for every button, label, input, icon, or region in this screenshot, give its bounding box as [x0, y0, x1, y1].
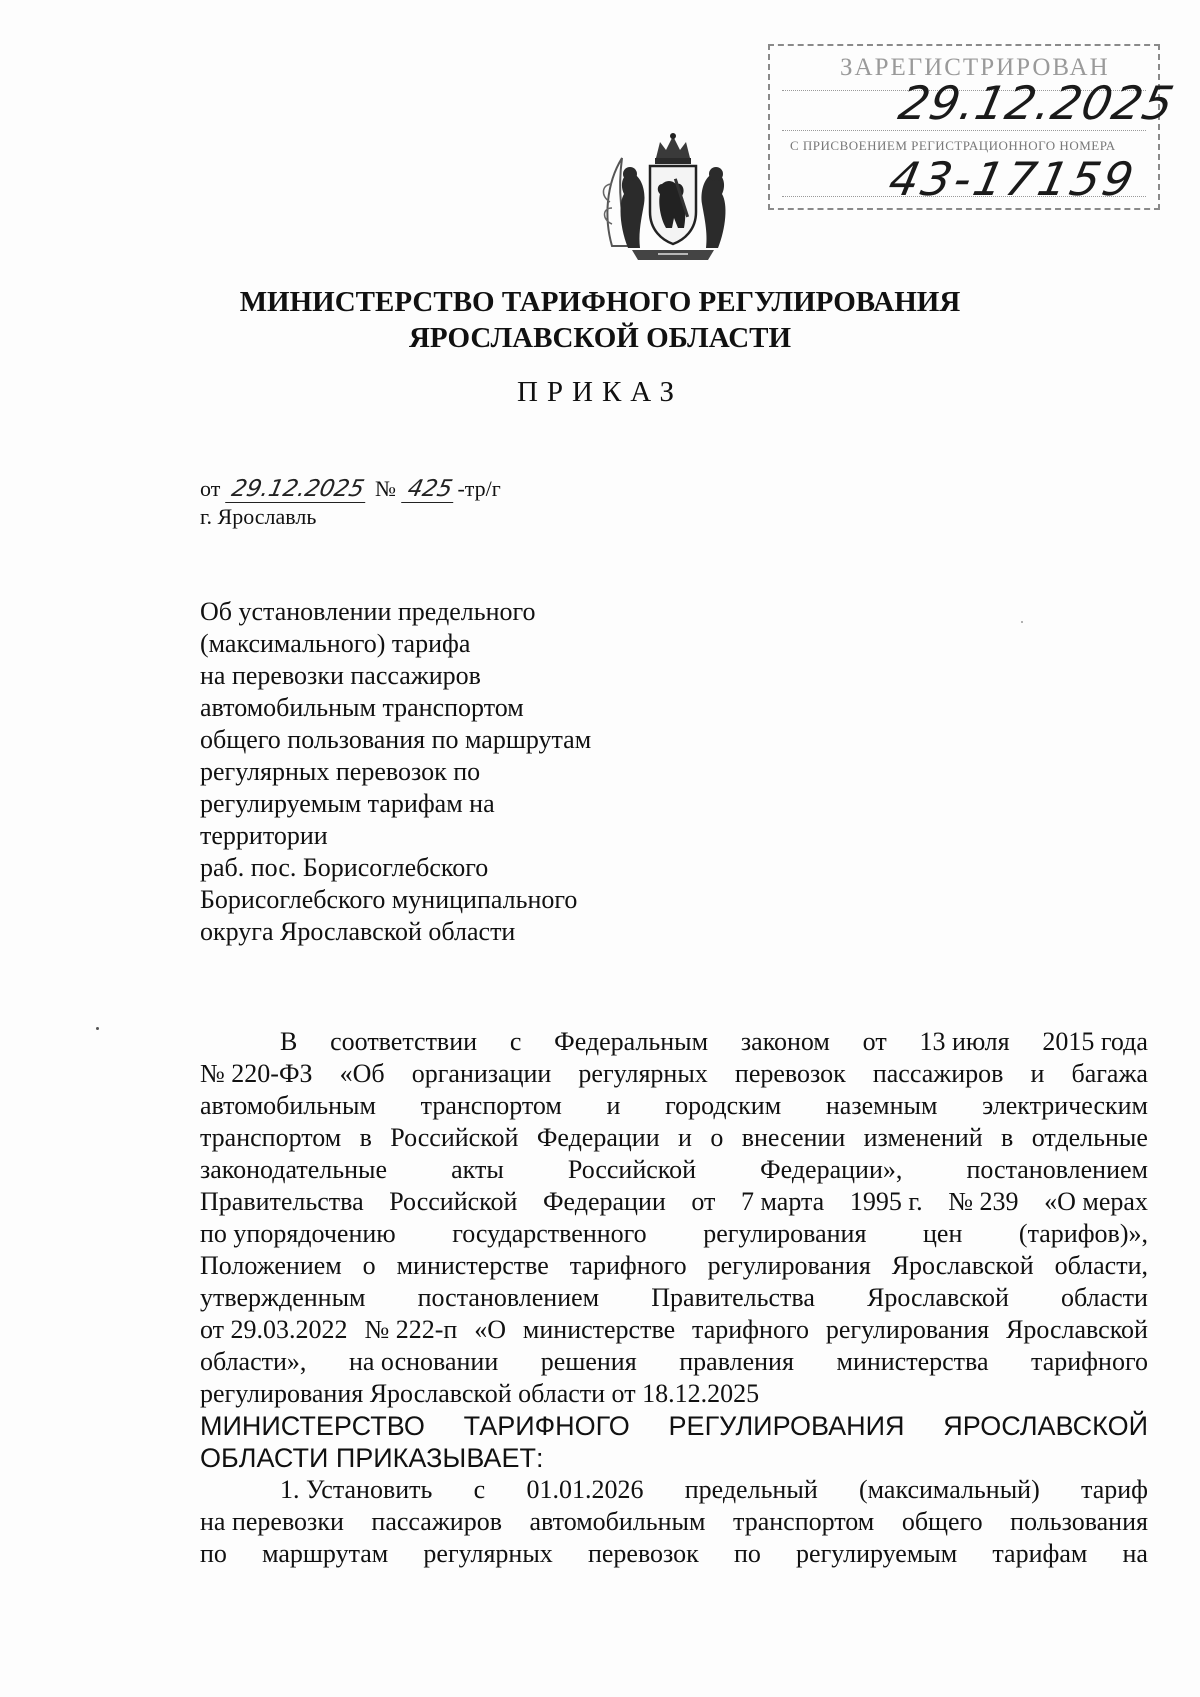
body-word: соответствии — [330, 1027, 478, 1056]
body-word: постановлением — [966, 1155, 1148, 1184]
body-word: на перевозки — [200, 1507, 344, 1536]
body-word: акты — [451, 1155, 504, 1184]
body-word: законодательные — [200, 1155, 388, 1184]
body-word: Российской — [389, 1187, 518, 1216]
body-word: маршрутам — [262, 1539, 389, 1568]
handwritten-date: 29.12.2025 — [225, 476, 370, 503]
paragraph-line — [200, 1058, 1148, 1090]
body-word: министерстве — [522, 1315, 676, 1344]
subject-line: на перевозки пассажиров — [200, 661, 481, 690]
paragraph-line — [200, 1186, 1148, 1218]
body-word: министерства — [836, 1347, 989, 1376]
body-word: пользования — [1010, 1507, 1148, 1536]
document-city: г. Ярославль — [200, 504, 317, 529]
body-word: электрическим — [982, 1091, 1148, 1120]
stamp-title: ЗАРЕГИСТРИРОВАН — [840, 54, 1110, 81]
body-word: тарифам — [992, 1539, 1088, 1568]
body-word: транспортом — [733, 1507, 875, 1536]
body-word: Ярославской — [1006, 1315, 1148, 1344]
body-word: 01.01.2026 — [526, 1475, 644, 1504]
subject-line: Борисоглебского муниципального — [200, 885, 578, 914]
body-word: области», — [200, 1347, 307, 1376]
body-word: регулирования — [707, 1251, 871, 1280]
body-word: от — [691, 1187, 716, 1216]
body-word: регулярных — [423, 1539, 553, 1568]
ministry-header — [0, 284, 1200, 356]
stamp-date: 29.12.2025 — [894, 76, 1180, 130]
body-word: тарифного — [692, 1315, 809, 1344]
order-clause-line — [200, 1474, 1148, 1506]
body-word: предельный — [684, 1475, 818, 1504]
stamp-caption: С ПРИСВОЕНИЕМ РЕГИСТРАЦИОННОГО НОМЕРА — [790, 138, 1116, 153]
ministry-name-line: МИНИСТЕРСТВО ТАРИФНОГО РЕГУЛИРОВАНИЯ — [239, 286, 961, 318]
body-word: 13 июля — [919, 1027, 1010, 1056]
body-word: области, — [1054, 1251, 1148, 1280]
body-word: государственного — [452, 1219, 647, 1248]
body-word: № 239 — [948, 1187, 1019, 1216]
body-word: утвержденным — [200, 1283, 366, 1312]
body-word: о — [710, 1123, 724, 1152]
body-word: автомобильным — [200, 1091, 376, 1120]
body-word: (тарифов)», — [1018, 1219, 1148, 1248]
body-word: решения — [540, 1347, 637, 1376]
body-word: ЯРОСЛАВСКОЙ — [943, 1411, 1148, 1441]
body-word: и — [678, 1123, 692, 1152]
body-word: «О — [474, 1315, 507, 1344]
body-word: изменений — [863, 1123, 983, 1152]
body-word: внесении — [741, 1123, 846, 1152]
paragraph-line — [200, 1282, 1148, 1314]
subject-line: автомобильным транспортом — [200, 693, 524, 722]
paragraph-last-line: регулирования Ярославской области от 18.12.2025 — [200, 1379, 760, 1408]
ministry-region-line: ЯРОСЛАВСКОЙ ОБЛАСТИ — [408, 322, 792, 354]
body-word: тариф — [1081, 1475, 1148, 1504]
body-word: тарифного — [569, 1251, 687, 1280]
body-word: транспортом — [420, 1091, 562, 1120]
body-word: Федерации — [536, 1123, 660, 1152]
yaroslavl-coat-of-arms-icon — [598, 128, 748, 268]
body-word: Положением — [200, 1251, 342, 1280]
body-word: 1. Установить — [280, 1475, 433, 1504]
subject-line: (максимального) тарифа — [200, 629, 471, 658]
body-word: Правительства — [651, 1283, 815, 1312]
body-word: постановлением — [417, 1283, 600, 1312]
scan-speck — [1021, 621, 1023, 623]
paragraph-line — [200, 1154, 1148, 1186]
body-word: цен — [922, 1219, 963, 1248]
stamp-rule — [782, 130, 1146, 131]
body-word: регулирования — [825, 1315, 990, 1344]
body-word: с — [473, 1475, 486, 1504]
body-word: с — [509, 1027, 522, 1056]
body-word: Ярославской — [866, 1283, 1009, 1312]
body-word: РЕГУЛИРОВАНИЯ — [668, 1411, 905, 1441]
body-word: Ярославской — [891, 1251, 1034, 1280]
resolution-line — [200, 1410, 1148, 1442]
paragraph-line — [200, 1218, 1148, 1250]
body-word: о — [362, 1251, 376, 1280]
body-word: от 29.03.2022 — [200, 1315, 348, 1344]
subject-line: раб. пос. Борисоглебского — [200, 853, 489, 882]
document-subject — [200, 596, 591, 948]
body-word: общего — [901, 1507, 983, 1536]
body-word: 1995 г. — [849, 1187, 923, 1216]
registration-stamp — [768, 44, 1180, 210]
number-sign: № — [375, 476, 397, 501]
body-word: № 222-п — [364, 1315, 458, 1344]
body-word: транспортом — [200, 1123, 342, 1152]
body-word: МИНИСТЕРСТВО — [200, 1411, 425, 1441]
body-word: перевозок — [734, 1059, 846, 1088]
document-dateline — [200, 476, 501, 503]
body-word: регулярных — [578, 1059, 708, 1088]
subject-line: регулярных перевозок по — [200, 757, 481, 786]
body-word: 2015 года — [1042, 1027, 1148, 1056]
body-word: на — [1122, 1539, 1148, 1568]
document-type-title: ПРИКАЗ — [516, 376, 684, 408]
subject-line: общего пользования по маршрутам — [200, 725, 592, 754]
body-word: на основании — [348, 1347, 499, 1376]
paragraph-line — [200, 1090, 1148, 1122]
body-word: багажа — [1071, 1059, 1148, 1088]
body-word: Федерации», — [760, 1155, 903, 1184]
body-word: Федеральным — [554, 1027, 709, 1056]
body-word: и — [1030, 1059, 1045, 1088]
subject-line: регулируемым тарифам на — [200, 789, 495, 818]
body-word: законом — [740, 1027, 830, 1056]
body-word: городским — [665, 1091, 782, 1120]
body-word: в — [359, 1123, 372, 1152]
body-word: по упорядочению — [200, 1219, 396, 1248]
body-word: отдельные — [1031, 1123, 1148, 1152]
paragraph-line — [200, 1026, 1148, 1058]
scan-speck — [96, 1027, 99, 1030]
body-word: ТАРИФНОГО — [463, 1411, 630, 1441]
document-body — [200, 1026, 1148, 1570]
subject-line: округа Ярославской области — [200, 917, 516, 946]
body-word: автомобильным — [529, 1507, 706, 1536]
body-word: области — [1061, 1283, 1148, 1312]
body-word: Правительства — [200, 1187, 364, 1216]
resolution-last-line: ОБЛАСТИ ПРИКАЗЫВАЕТ: — [200, 1443, 544, 1473]
body-word: регулируемым — [796, 1539, 958, 1568]
body-word: Российской — [390, 1123, 519, 1152]
body-word: тарифного — [1031, 1347, 1148, 1376]
body-word: Федерации — [542, 1187, 666, 1216]
body-word: по — [733, 1539, 761, 1568]
order-clause-line — [200, 1538, 1148, 1570]
paragraph-line — [200, 1314, 1148, 1346]
body-word: В — [280, 1027, 298, 1056]
body-word: пассажиров — [371, 1507, 502, 1536]
body-word: «Об — [339, 1059, 385, 1088]
handwritten-number: 425 — [401, 476, 459, 503]
body-word: Российской — [567, 1155, 697, 1184]
body-word: правления — [679, 1347, 794, 1376]
body-word: перевозок — [587, 1539, 699, 1568]
paragraph-line — [200, 1122, 1148, 1154]
body-word: регулирования — [703, 1219, 867, 1248]
paragraph-line — [200, 1250, 1148, 1282]
order-clause-line — [200, 1506, 1148, 1538]
paragraph-line — [200, 1346, 1148, 1378]
body-word: (максимальный) — [859, 1475, 1040, 1504]
dateline-prefix: от — [200, 476, 221, 501]
subject-line: Об установлении предельного — [200, 597, 536, 626]
body-word: по — [200, 1539, 227, 1568]
subject-line: территории — [200, 821, 328, 850]
number-suffix: -тр/г — [457, 476, 501, 501]
body-word: министерстве — [396, 1251, 549, 1280]
body-word: и — [606, 1091, 621, 1120]
body-word: «О мерах — [1044, 1187, 1148, 1216]
stamp-registration-number: 43-17159 — [884, 152, 1142, 206]
body-word: 7 марта — [741, 1187, 825, 1216]
body-word: организации — [411, 1059, 552, 1088]
body-word: пассажиров — [872, 1059, 1004, 1088]
body-word: от — [862, 1027, 887, 1056]
body-word: наземным — [825, 1091, 938, 1120]
body-word: № 220-ФЗ — [200, 1059, 313, 1088]
body-word: в — [1001, 1123, 1014, 1152]
